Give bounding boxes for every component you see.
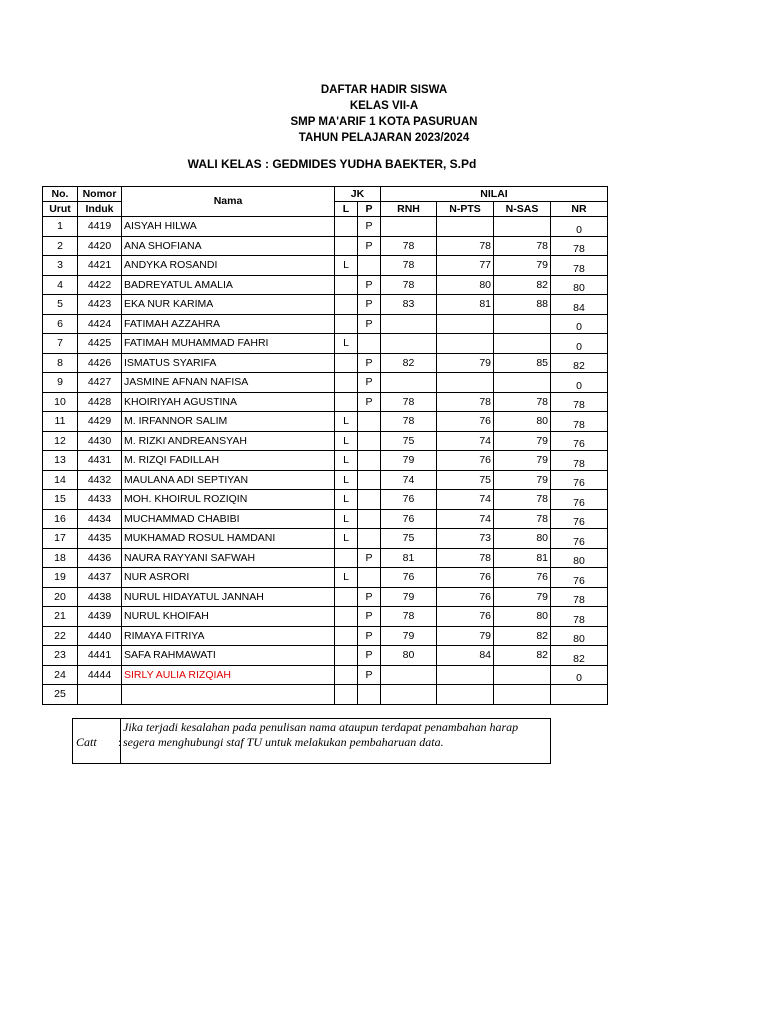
- cell-rnh: 80: [381, 646, 437, 666]
- cell-nr: 0: [551, 334, 608, 354]
- cell-nsas: 79: [494, 431, 551, 451]
- cell-npts: 84: [437, 646, 494, 666]
- cell-no: 7: [43, 334, 78, 354]
- cell-rnh: 78: [381, 412, 437, 432]
- cell-npts: 76: [437, 607, 494, 627]
- cell-no: 9: [43, 373, 78, 393]
- cell-p: P: [358, 353, 381, 373]
- cell-nr: 0: [551, 314, 608, 334]
- cell-l: [335, 217, 358, 237]
- cell-nama: ANDYKA ROSANDI: [122, 256, 335, 276]
- cell-rnh: 78: [381, 236, 437, 256]
- cell-npts: 74: [437, 509, 494, 529]
- cell-induk: 4425: [78, 334, 122, 354]
- table-row: [43, 412, 608, 432]
- cell-induk: 4444: [78, 665, 122, 685]
- cell-npts: 74: [437, 431, 494, 451]
- cell-p: P: [358, 548, 381, 568]
- cell-l: [335, 646, 358, 666]
- cell-nsas: 78: [494, 392, 551, 412]
- cell-npts: 80: [437, 275, 494, 295]
- cell-npts: 78: [437, 392, 494, 412]
- cell-nama: MUCHAMMAD CHABIBI: [122, 509, 335, 529]
- class-name: KELAS VII-A: [349, 100, 419, 112]
- table-row: [43, 431, 608, 451]
- cell-nama: [122, 685, 335, 705]
- header-nr: NR: [551, 202, 608, 217]
- cell-nsas: [494, 373, 551, 393]
- header-npts: N-PTS: [437, 202, 494, 217]
- cell-npts: 75: [437, 470, 494, 490]
- cell-nsas: 82: [494, 626, 551, 646]
- cell-nr: 80: [551, 548, 608, 568]
- cell-rnh: 76: [381, 568, 437, 588]
- cell-nama: NAURA RAYYANI SAFWAH: [122, 548, 335, 568]
- cell-induk: 4431: [78, 451, 122, 471]
- cell-induk: 4433: [78, 490, 122, 510]
- cell-induk: 4421: [78, 256, 122, 276]
- table-row: [43, 373, 608, 393]
- cell-nr: 78: [551, 392, 608, 412]
- table-row: [43, 685, 608, 705]
- table-row: [43, 548, 608, 568]
- table-row: [43, 607, 608, 627]
- cell-p: [358, 334, 381, 354]
- cell-p: [358, 509, 381, 529]
- cell-npts: [437, 217, 494, 237]
- cell-l: L: [335, 451, 358, 471]
- header-nomor: Nomor: [78, 187, 122, 202]
- cell-p: [358, 470, 381, 490]
- table-row: [43, 490, 608, 510]
- cell-nsas: 82: [494, 275, 551, 295]
- cell-p: P: [358, 295, 381, 315]
- academic-year: TAHUN PELAJARAN 2023/2024: [298, 132, 470, 144]
- table-row: [43, 665, 608, 685]
- cell-p: [358, 568, 381, 588]
- cell-nsas: 80: [494, 529, 551, 549]
- cell-nr: 78: [551, 607, 608, 627]
- cell-p: P: [358, 607, 381, 627]
- cell-l: L: [335, 490, 358, 510]
- cell-npts: 79: [437, 626, 494, 646]
- header-l: L: [335, 202, 358, 217]
- cell-l: [335, 685, 358, 705]
- cell-induk: 4437: [78, 568, 122, 588]
- cell-l: L: [335, 412, 358, 432]
- cell-nama: RIMAYA FITRIYA: [122, 626, 335, 646]
- cell-nama: MAULANA ADI SEPTIYAN: [122, 470, 335, 490]
- cell-nsas: 88: [494, 295, 551, 315]
- cell-rnh: 81: [381, 548, 437, 568]
- cell-nama: FATIMAH MUHAMMAD FAHRI: [122, 334, 335, 354]
- cell-rnh: 78: [381, 256, 437, 276]
- cell-l: [335, 548, 358, 568]
- cell-no: 13: [43, 451, 78, 471]
- cell-nr: 82: [551, 353, 608, 373]
- school-name: SMP MA'ARIF 1 KOTA PASURUAN: [290, 116, 478, 128]
- table-row: [43, 587, 608, 607]
- cell-induk: 4427: [78, 373, 122, 393]
- cell-no: 22: [43, 626, 78, 646]
- cell-nr: 78: [551, 256, 608, 276]
- cell-induk: 4420: [78, 236, 122, 256]
- cell-nr: 76: [551, 490, 608, 510]
- cell-induk: 4422: [78, 275, 122, 295]
- cell-nama: ISMATUS SYARIFA: [122, 353, 335, 373]
- header-induk: Induk: [78, 202, 122, 217]
- table-row: [43, 275, 608, 295]
- cell-no: 8: [43, 353, 78, 373]
- table-row: [43, 646, 608, 666]
- cell-rnh: 74: [381, 470, 437, 490]
- cell-l: [335, 353, 358, 373]
- table-row: [43, 626, 608, 646]
- table-row: [43, 470, 608, 490]
- cell-no: 18: [43, 548, 78, 568]
- cell-npts: 77: [437, 256, 494, 276]
- cell-nsas: 76: [494, 568, 551, 588]
- cell-p: P: [358, 392, 381, 412]
- cell-nama: NUR ASRORI: [122, 568, 335, 588]
- cell-nama: NURUL KHOIFAH: [122, 607, 335, 627]
- cell-rnh: [381, 314, 437, 334]
- cell-l: L: [335, 256, 358, 276]
- cell-npts: 73: [437, 529, 494, 549]
- cell-induk: 4435: [78, 529, 122, 549]
- cell-nama: KHOIRIYAH AGUSTINA: [122, 392, 335, 412]
- cell-nsas: [494, 334, 551, 354]
- cell-npts: [437, 334, 494, 354]
- cell-l: [335, 392, 358, 412]
- cell-induk: 4419: [78, 217, 122, 237]
- cell-rnh: 78: [381, 392, 437, 412]
- cell-nama: M. RIZQI FADILLAH: [122, 451, 335, 471]
- homeroom-teacher: WALI KELAS : GEDMIDES YUDHA BAEKTER, S.Pd: [187, 157, 477, 171]
- cell-p: [358, 529, 381, 549]
- cell-nama: MUKHAMAD ROSUL HAMDANI: [122, 529, 335, 549]
- cell-l: L: [335, 470, 358, 490]
- cell-nama: M. IRFANNOR SALIM: [122, 412, 335, 432]
- cell-p: [358, 490, 381, 510]
- cell-npts: 79: [437, 353, 494, 373]
- cell-induk: 4441: [78, 646, 122, 666]
- header-p: P: [358, 202, 381, 217]
- cell-no: 10: [43, 392, 78, 412]
- table-row: [43, 392, 608, 412]
- cell-nr: [551, 685, 608, 705]
- cell-p: P: [358, 587, 381, 607]
- table-header-row: [43, 187, 608, 202]
- cell-no: 12: [43, 431, 78, 451]
- cell-nr: 76: [551, 568, 608, 588]
- cell-induk: 4429: [78, 412, 122, 432]
- cell-npts: 78: [437, 236, 494, 256]
- cell-l: [335, 236, 358, 256]
- table-row: [43, 256, 608, 276]
- cell-nsas: 78: [494, 509, 551, 529]
- cell-nama: MOH. KHOIRUL ROZIQIN: [122, 490, 335, 510]
- cell-p: [358, 256, 381, 276]
- cell-nr: 76: [551, 529, 608, 549]
- header-no: No.: [43, 187, 78, 202]
- cell-nama: ANA SHOFIANA: [122, 236, 335, 256]
- cell-no: 21: [43, 607, 78, 627]
- cell-nr: 78: [551, 236, 608, 256]
- cell-nama: M. RIZKI ANDREANSYAH: [122, 431, 335, 451]
- cell-nsas: [494, 685, 551, 705]
- cell-npts: [437, 314, 494, 334]
- cell-nr: 76: [551, 431, 608, 451]
- cell-no: 3: [43, 256, 78, 276]
- cell-rnh: 79: [381, 587, 437, 607]
- cell-induk: 4426: [78, 353, 122, 373]
- cell-l: L: [335, 431, 358, 451]
- cell-rnh: 76: [381, 490, 437, 510]
- cell-nsas: 79: [494, 451, 551, 471]
- cell-rnh: 82: [381, 353, 437, 373]
- cell-nr: 76: [551, 470, 608, 490]
- cell-npts: 76: [437, 451, 494, 471]
- cell-nsas: 82: [494, 646, 551, 666]
- cell-induk: 4440: [78, 626, 122, 646]
- cell-nsas: 78: [494, 236, 551, 256]
- table-row: [43, 509, 608, 529]
- cell-nr: 84: [551, 295, 608, 315]
- cell-induk: 4430: [78, 431, 122, 451]
- cell-npts: 78: [437, 548, 494, 568]
- cell-no: 19: [43, 568, 78, 588]
- cell-l: [335, 275, 358, 295]
- cell-p: P: [358, 646, 381, 666]
- note-divider: [120, 719, 121, 763]
- header-jk: JK: [335, 187, 381, 202]
- cell-p: P: [358, 665, 381, 685]
- cell-nsas: [494, 217, 551, 237]
- table-row: [43, 295, 608, 315]
- cell-rnh: 79: [381, 451, 437, 471]
- cell-no: 17: [43, 529, 78, 549]
- cell-rnh: 79: [381, 626, 437, 646]
- cell-l: [335, 587, 358, 607]
- cell-l: L: [335, 509, 358, 529]
- cell-npts: [437, 665, 494, 685]
- cell-no: 23: [43, 646, 78, 666]
- cell-nr: 78: [551, 451, 608, 471]
- cell-rnh: [381, 685, 437, 705]
- header-urut: Urut: [43, 202, 78, 217]
- cell-no: 25: [43, 685, 78, 705]
- cell-nama: JASMINE AFNAN NAFISA: [122, 373, 335, 393]
- cell-npts: 74: [437, 490, 494, 510]
- cell-rnh: [381, 665, 437, 685]
- cell-nr: 0: [551, 373, 608, 393]
- cell-rnh: 76: [381, 509, 437, 529]
- cell-induk: 4434: [78, 509, 122, 529]
- cell-npts: [437, 373, 494, 393]
- cell-npts: 76: [437, 412, 494, 432]
- cell-induk: 4436: [78, 548, 122, 568]
- cell-npts: 76: [437, 587, 494, 607]
- cell-no: 2: [43, 236, 78, 256]
- cell-nr: 76: [551, 509, 608, 529]
- cell-nsas: 81: [494, 548, 551, 568]
- cell-induk: 4432: [78, 470, 122, 490]
- cell-p: P: [358, 217, 381, 237]
- cell-induk: [78, 685, 122, 705]
- cell-no: 15: [43, 490, 78, 510]
- table-row: [43, 236, 608, 256]
- cell-rnh: 75: [381, 431, 437, 451]
- cell-nama: NURUL HIDAYATUL JANNAH: [122, 587, 335, 607]
- cell-nsas: 79: [494, 587, 551, 607]
- cell-rnh: 78: [381, 275, 437, 295]
- note-label: Catt: [76, 735, 97, 749]
- cell-no: 20: [43, 587, 78, 607]
- cell-rnh: [381, 217, 437, 237]
- cell-l: [335, 314, 358, 334]
- cell-induk: 4428: [78, 392, 122, 412]
- header-nama: Nama: [122, 187, 335, 217]
- cell-nr: 0: [551, 217, 608, 237]
- cell-rnh: [381, 373, 437, 393]
- header-nsas: N-SAS: [494, 202, 551, 217]
- cell-p: [358, 685, 381, 705]
- cell-induk: 4423: [78, 295, 122, 315]
- note-box: [72, 718, 551, 764]
- table-row: [43, 334, 608, 354]
- cell-rnh: 78: [381, 607, 437, 627]
- cell-no: 11: [43, 412, 78, 432]
- cell-nr: 82: [551, 646, 608, 666]
- cell-no: 24: [43, 665, 78, 685]
- cell-nsas: 80: [494, 607, 551, 627]
- cell-nama: FATIMAH AZZAHRA: [122, 314, 335, 334]
- cell-nsas: 80: [494, 412, 551, 432]
- cell-rnh: 75: [381, 529, 437, 549]
- cell-p: [358, 412, 381, 432]
- cell-nama: SAFA RAHMAWATI: [122, 646, 335, 666]
- cell-no: 6: [43, 314, 78, 334]
- cell-no: 14: [43, 470, 78, 490]
- cell-p: P: [358, 236, 381, 256]
- table-row: [43, 314, 608, 334]
- cell-p: P: [358, 275, 381, 295]
- cell-l: L: [335, 334, 358, 354]
- cell-l: [335, 626, 358, 646]
- cell-nr: 78: [551, 587, 608, 607]
- cell-nsas: [494, 665, 551, 685]
- cell-nama: BADREYATUL AMALIA: [122, 275, 335, 295]
- cell-l: [335, 373, 358, 393]
- header-nilai: NILAI: [381, 187, 608, 202]
- cell-no: 1: [43, 217, 78, 237]
- cell-induk: 4424: [78, 314, 122, 334]
- cell-nsas: 79: [494, 256, 551, 276]
- cell-npts: 76: [437, 568, 494, 588]
- cell-l: L: [335, 568, 358, 588]
- cell-l: [335, 295, 358, 315]
- cell-no: 5: [43, 295, 78, 315]
- cell-p: P: [358, 314, 381, 334]
- attendance-table: [42, 186, 608, 705]
- cell-induk: 4438: [78, 587, 122, 607]
- cell-rnh: 83: [381, 295, 437, 315]
- cell-p: P: [358, 626, 381, 646]
- cell-nama: AISYAH HILWA: [122, 217, 335, 237]
- table-row: [43, 353, 608, 373]
- cell-nsas: 85: [494, 353, 551, 373]
- table-row: [43, 217, 608, 237]
- note-colon: :: [118, 735, 122, 749]
- cell-p: P: [358, 373, 381, 393]
- cell-rnh: [381, 334, 437, 354]
- table-row: [43, 529, 608, 549]
- table-row: [43, 568, 608, 588]
- cell-npts: [437, 685, 494, 705]
- table-row: [43, 451, 608, 471]
- cell-nsas: 79: [494, 470, 551, 490]
- cell-nr: 78: [551, 412, 608, 432]
- cell-l: [335, 665, 358, 685]
- cell-nama: EKA NUR KARIMA: [122, 295, 335, 315]
- document-title: DAFTAR HADIR SISWA: [320, 84, 448, 96]
- document-header: [0, 82, 768, 146]
- header-rnh: RNH: [381, 202, 437, 217]
- cell-l: L: [335, 529, 358, 549]
- cell-p: [358, 451, 381, 471]
- cell-npts: 81: [437, 295, 494, 315]
- cell-nsas: 78: [494, 490, 551, 510]
- cell-nama: SIRLY AULIA RIZQIAH: [122, 665, 335, 685]
- cell-nr: 80: [551, 626, 608, 646]
- cell-nsas: [494, 314, 551, 334]
- cell-l: [335, 607, 358, 627]
- cell-no: 16: [43, 509, 78, 529]
- cell-induk: 4439: [78, 607, 122, 627]
- cell-nr: 80: [551, 275, 608, 295]
- cell-no: 4: [43, 275, 78, 295]
- cell-nr: 0: [551, 665, 608, 685]
- note-text: Jika terjadi kesalahan pada penulisan nama ataupun terdapat penambahan harap segera menghubungi staf TU untuk melakukan pembaharuan data.: [123, 720, 519, 749]
- cell-p: [358, 431, 381, 451]
